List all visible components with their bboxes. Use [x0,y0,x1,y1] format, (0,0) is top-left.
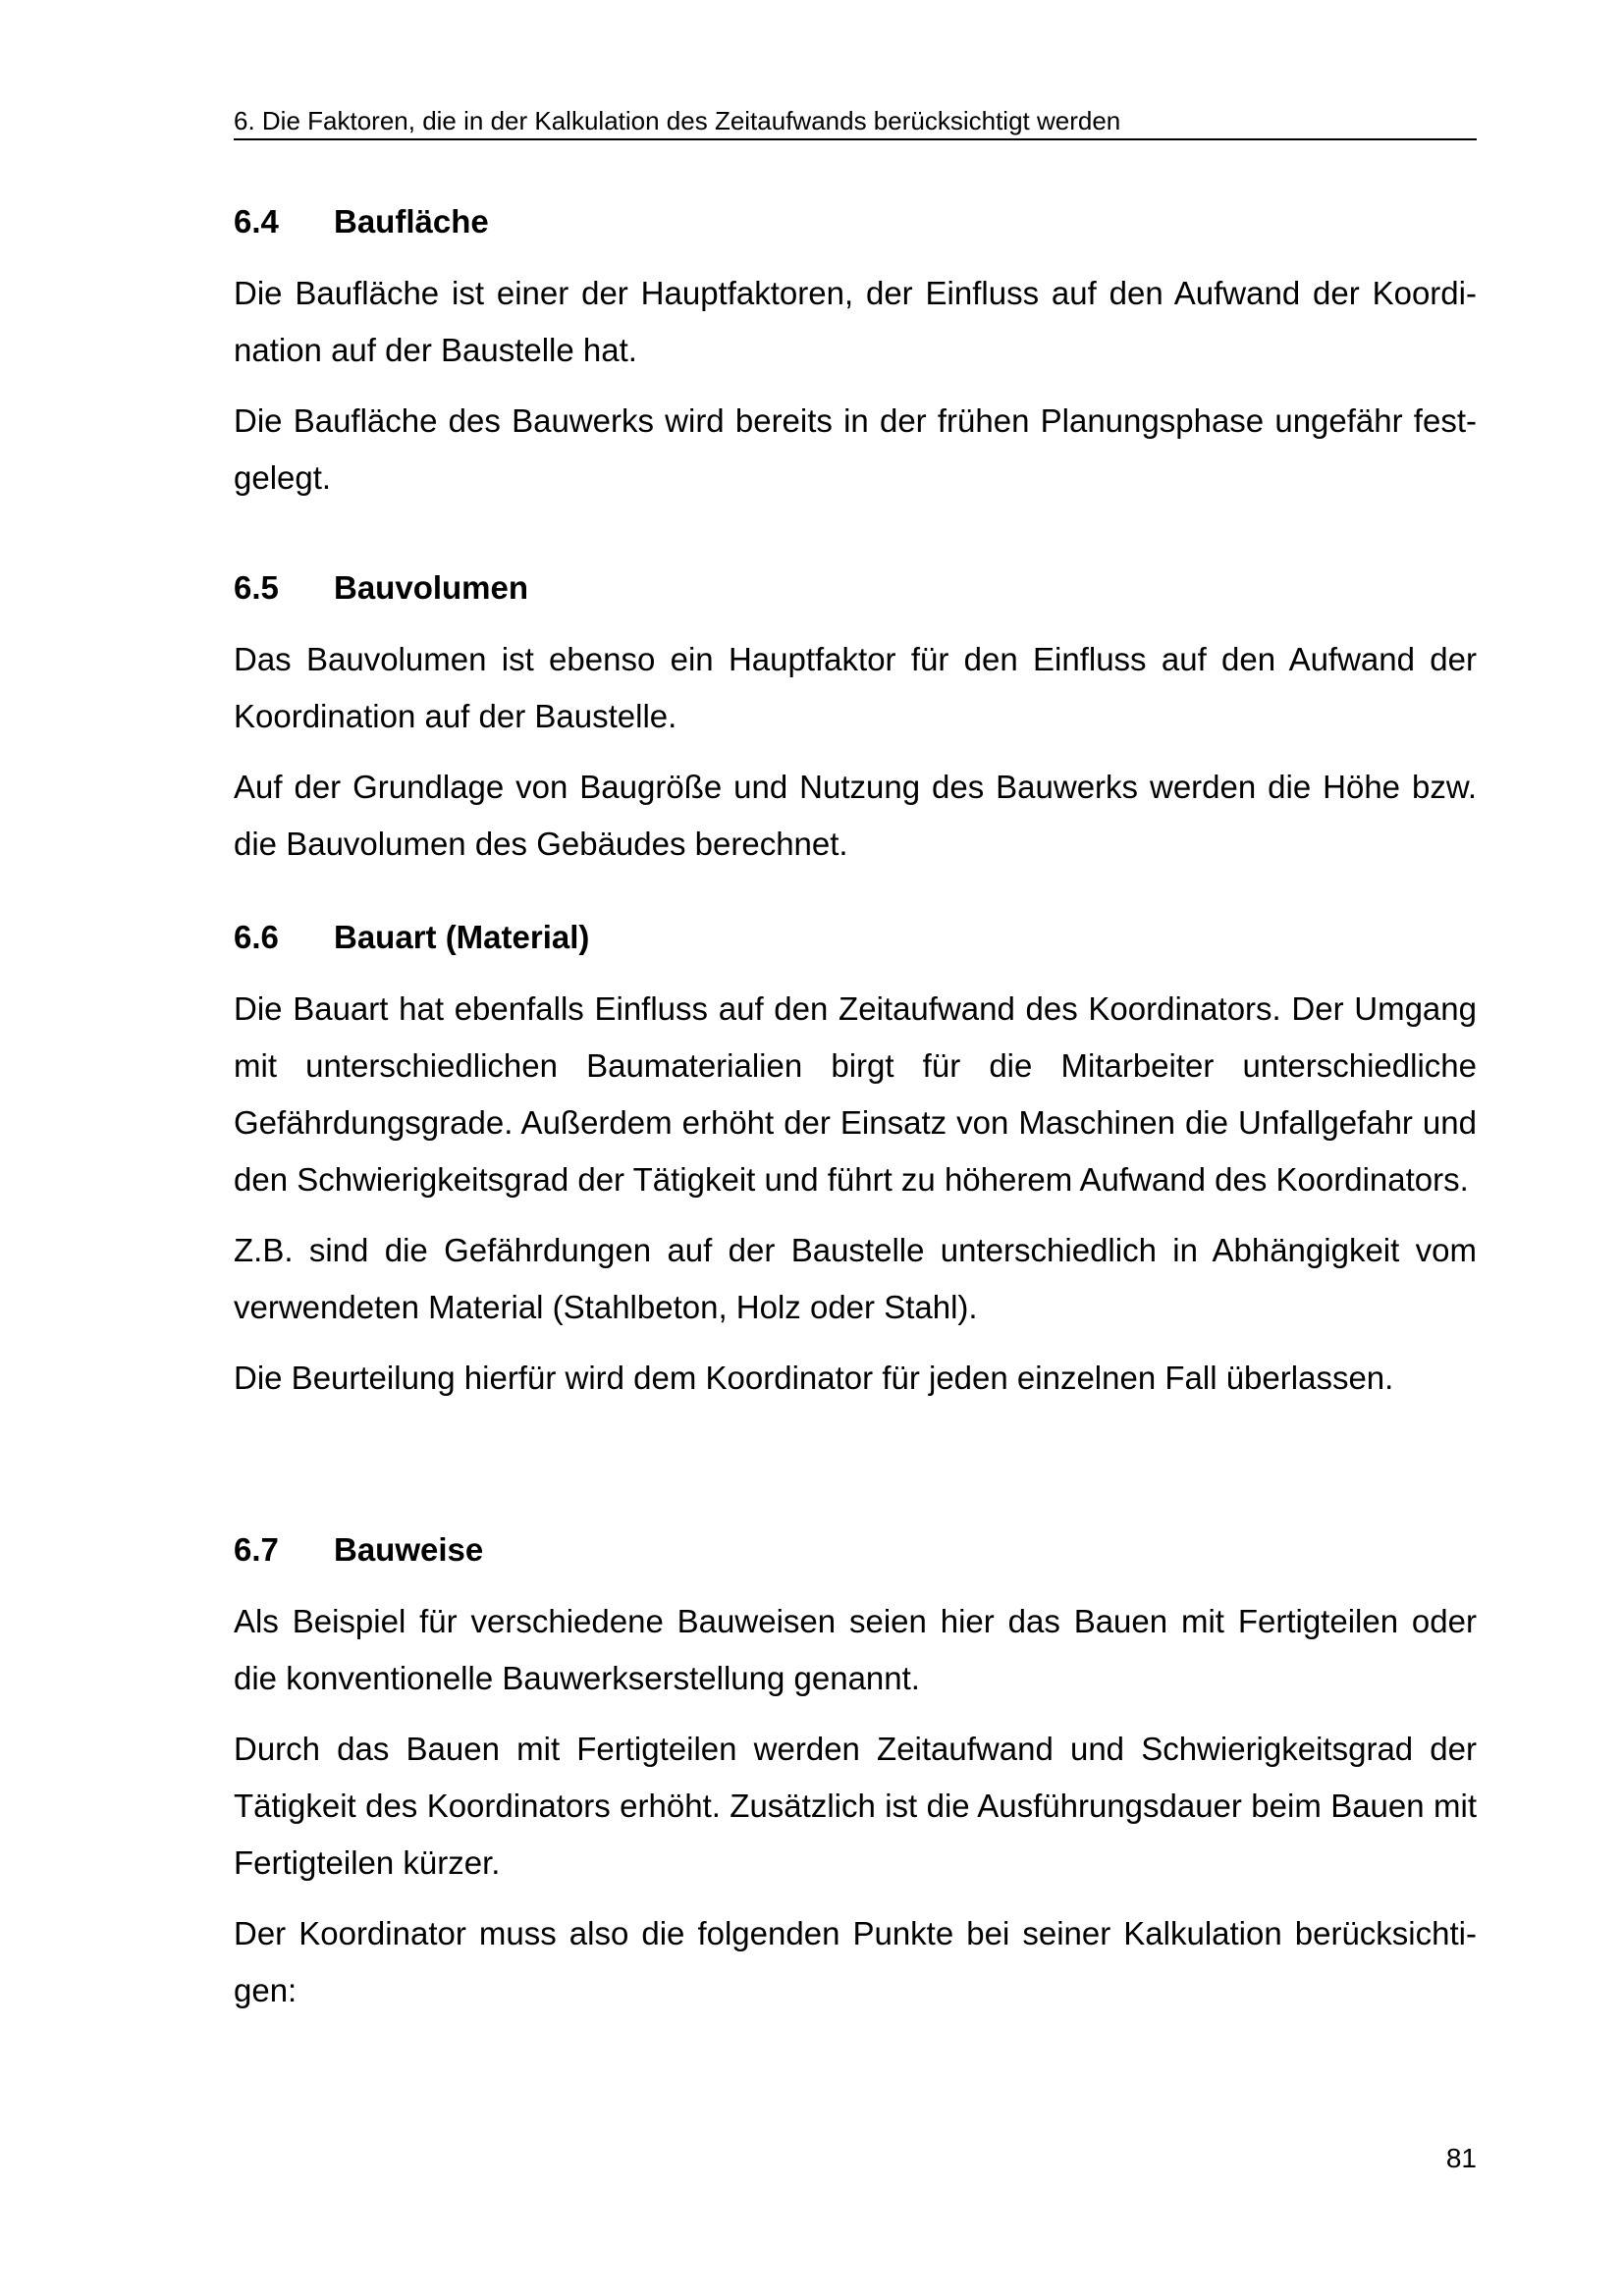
section-heading [234,918,1477,957]
section-title: Baufläche [334,203,489,240]
section-number: 6.7 [234,1531,279,1568]
paragraph: Die Baufläche ist einer der Hauptfaktoren, der Einfluss auf den Aufwand der Koordination auf der Baustelle hat. [234,275,1477,368]
section-6-5 [234,568,1477,873]
page-number: 81 [1445,2143,1477,2173]
section-title: Bauvolumen [334,569,529,606]
document-page [234,0,1477,2296]
paragraph: Das Bauvolumen ist ebenso ein Hauptfaktor für den Einfluss auf den Aufwand der Koordination auf der Baustelle. [234,641,1477,734]
section-6-4 [234,202,1477,507]
paragraph: Auf der Grundlage von Baugröße und Nutzung des Bauwerks werden die Höhe bzw. die Bauvolumen des Gebäudes berechnet. [234,769,1477,862]
section-number: 6.4 [234,203,279,240]
paragraph: Der Koordinator muss also die folgenden Punkte bei seiner Kalkulation berücksichtigen: [234,1915,1477,2008]
paragraph: Durch das Bauen mit Fertigteilen werden Zeitaufwand und Schwierigkeitsgrad der Tätigkeit des Koordinators erhöht. Zusätzlich ist die Ausführungsdauer beim Bauen mit Fertigteilen kürzer. [234,1731,1477,1881]
section-6-7 [234,1530,1477,2019]
paragraph: Die Beurteilung hierfür wird dem Koordinator für jeden einzelnen Fall überlassen. [234,1360,1394,1396]
running-header: 6. Die Faktoren, die in der Kalkulation des Zeitaufwands berücksichtigt werden [234,105,1477,140]
section-6-6 [234,918,1477,1407]
section-heading [234,568,1477,608]
section-number: 6.5 [234,569,279,606]
paragraph: Die Bauart hat ebenfalls Einfluss auf den Zeitaufwand des Koordinators. Der Umgang mit unterschiedlichen Baumaterialien birgt für die Mitarbeiter unterschiedliche Gefährdungsgrade. Außerdem erhöht der Einsatz von Maschinen die Unfallgefahr und den Schwierigkeitsgrad der Tätigkeit und führt zu höherem Aufwand des Koordinators. [234,990,1477,1198]
section-heading [234,1530,1477,1570]
paragraph: Die Baufläche des Bauwerks wird bereits in der frühen Planungsphase ungefähr festgelegt. [234,402,1477,496]
section-number: 6.6 [234,919,279,955]
paragraph: Als Beispiel für verschiedene Bauweisen seien hier das Bauen mit Fertigteilen oder die konventionelle Bauwerkserstellung genannt. [234,1603,1477,1696]
section-title: Bauweise [334,1531,484,1568]
paragraph: Z.B. sind die Gefährdungen auf der Baustelle unterschiedlich in Abhängigkeit vom verwendeten Material (Stahlbeton, Holz oder Stahl). [234,1232,1477,1325]
section-title: Bauart (Material) [334,919,590,955]
section-heading [234,202,1477,241]
